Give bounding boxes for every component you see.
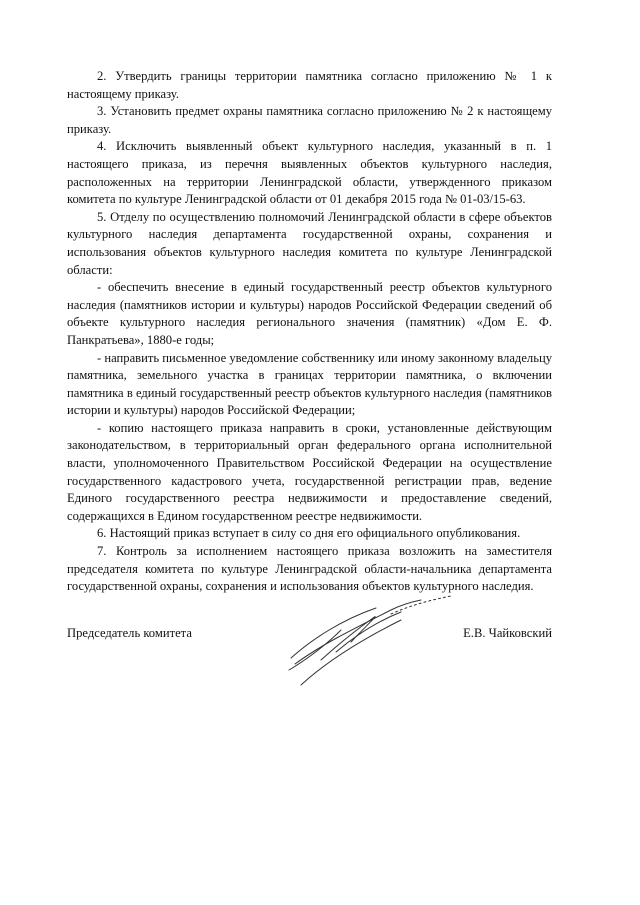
paragraph-4: 4. Исключить выявленный объект культурного наследия, указанный в п. 1 настоящего приказа, из перечня выявленных объектов культурного наследия, расположенных на территории Ленинградской области, утвержденного приказом комитета по культуре Ленинградской области от 01 декабря 2015 года № 01-03/15-63. xyxy=(67,139,552,207)
paragraph-7: 7. Контроль за исполнением настоящего приказа возложить на заместителя председателя комитета по культуре Ленинградской области-начальника департамента государственной охраны, сохранения и использования объектов культурного наследия. xyxy=(67,544,552,594)
paragraph-5-item-3: - копию настоящего приказа направить в сроки, установленные действующим законодательством, в территориальный орган федерального органа исполнительной власти, уполномоченного Правительством Российской Федерации на осуществление государственного кадастрового учета, государственной регистрации прав, ведение Единого государственного реестра недвижимости и предоставление сведений, содержащихся в Едином государственном реестре недвижимости. xyxy=(67,420,552,523)
paragraph-3: 3. Установить предмет охраны памятника согласно приложению № 2 к настоящему приказу. xyxy=(67,104,552,136)
paragraph-6: 6. Настоящий приказ вступает в силу со дня его официального опубликования. xyxy=(97,526,521,541)
signatory-position: Председатель комитета xyxy=(67,626,192,640)
paragraph-5-item-1: - обеспечить внесение в единый государственный реестр объектов культурного наследия (памятников истории и культуры) народов Российской Федерации сведений об объекте культурного наследия регионального значения (памятник) «Дом Е. Ф. Панкратьева», 1880-е годы; xyxy=(67,280,552,347)
paragraph-5-item-2: - направить письменное уведомление собственнику или иному законному владельцу памятника, земельного участка в границах территории памятника, о включении памятника в единый государственный реестр объектов культурного наследия (памятников истории и культуры) народов Российской Федерации; xyxy=(67,350,552,418)
handwritten-signature xyxy=(281,590,461,690)
signatory-name: Е.В. Чайковский xyxy=(463,626,552,640)
signature-block xyxy=(67,620,552,700)
paragraph-5: 5. Отделу по осуществлению полномочий Ленинградской области в сфере объектов культурного наследия департамента государственной охраны, сохранения и использования объектов культурного наследия комитета по культуре Ленинградской области: xyxy=(67,209,552,277)
paragraph-2: 2. Утвердить границы территории памятника согласно приложению № 1 к настоящему приказу. xyxy=(67,69,552,101)
